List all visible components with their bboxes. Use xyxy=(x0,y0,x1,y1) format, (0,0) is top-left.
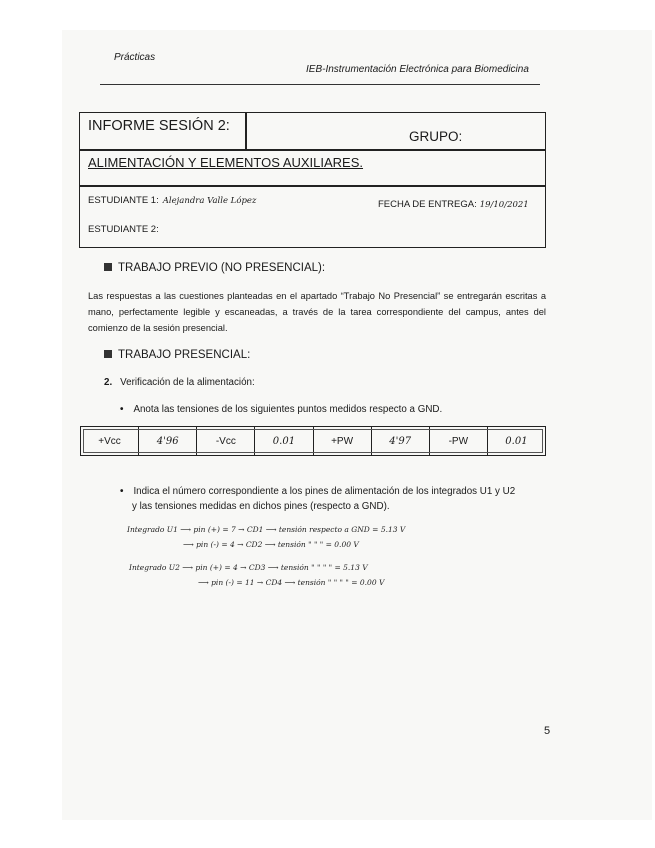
voltage-label-cell: -Vcc xyxy=(197,427,255,455)
bullet-anota-text: Anota las tensiones de los siguientes puntos medidos respecto a GND. xyxy=(133,404,443,415)
student1-label: ESTUDIANTE 1: xyxy=(88,195,159,206)
trabajo-presencial-heading xyxy=(104,349,250,361)
voltage-label-cell: -PW xyxy=(430,427,488,455)
item-verificacion xyxy=(104,377,255,388)
voltage-label-cell: +Vcc xyxy=(81,427,139,455)
student1-name: Alejandra Valle López xyxy=(162,196,257,206)
student1-row xyxy=(88,195,256,206)
voltage-value-cell: 0.01 xyxy=(505,435,528,447)
info-divider-2 xyxy=(79,185,546,187)
trabajo-previo-title: TRABAJO PREVIO (NO PRESENCIAL): xyxy=(118,262,326,274)
informe-title: INFORME SESIÓN 2: xyxy=(88,118,230,134)
header-divider xyxy=(100,84,540,85)
trabajo-previo-text: Las respuestas a las cuestiones planteadas en el apartado “Trabajo No Presencial” se entregarán escritas a mano, perfectamente legible y escaneadas, a través de la tarea correspondiente del campus, antes del comienzo de la sesión presencial. xyxy=(88,291,546,333)
session-topic: ALIMENTACIÓN Y ELEMENTOS AUXILIARES. xyxy=(88,155,364,170)
fecha-row xyxy=(378,199,529,210)
handwritten-line: ⟶ pin (-) = 4 → CD2 ⟶ tensión " " " = 0.00 V xyxy=(183,540,359,549)
page-number: 5 xyxy=(544,725,551,737)
voltage-table xyxy=(80,426,546,456)
header-course: IEB-Instrumentación Electrónica para Biomedicina xyxy=(306,64,529,75)
trabajo-previo-heading xyxy=(104,262,325,274)
bullet-indica-line2: y las tensiones medidas en dichos pines (respecto a GND). xyxy=(132,501,390,512)
header-practicas: Prácticas xyxy=(114,52,156,63)
info-divider-vertical xyxy=(245,112,247,150)
voltage-value-cell: 0.01 xyxy=(255,427,313,455)
student2-label: ESTUDIANTE 2: xyxy=(88,224,159,235)
trabajo-presencial-title: TRABAJO PRESENCIAL: xyxy=(118,349,251,361)
item-number: 2. xyxy=(104,377,113,388)
handwritten-line: Integrado U1 ⟶ pin (+) = 7 → CD1 ⟶ tensión respecto a GND = 5.13 V xyxy=(127,525,406,534)
bullet-dot-icon: • xyxy=(120,486,124,497)
square-bullet-icon xyxy=(104,350,112,358)
fecha-value: 19/10/2021 xyxy=(479,200,529,210)
square-bullet-icon xyxy=(104,263,112,271)
handwritten-line: ⟶ pin (-) = 11 → CD4 ⟶ tensión " " " " = 0.00 V xyxy=(198,578,385,587)
voltage-value-cell: 4'96 xyxy=(139,427,197,455)
bullet-dot-icon: • xyxy=(120,404,124,415)
bullet-anota xyxy=(120,404,442,415)
item-title: Verificación de la alimentación: xyxy=(120,377,255,388)
voltage-label-cell: +PW xyxy=(314,427,372,455)
voltage-value-cell: 4'97 xyxy=(372,427,430,455)
grupo-label: GRUPO: xyxy=(409,129,463,144)
bullet-indica xyxy=(120,484,550,514)
handwritten-line: Integrado U2 ⟶ pin (+) = 4 → CD3 ⟶ tensión " " " " = 5.13 V xyxy=(129,563,368,572)
info-divider-1 xyxy=(79,149,546,151)
fecha-label: FECHA DE ENTREGA: xyxy=(378,199,477,210)
bullet-indica-line1: Indica el número correspondiente a los pines de alimentación de los integrados U1 y U2 xyxy=(133,486,516,497)
